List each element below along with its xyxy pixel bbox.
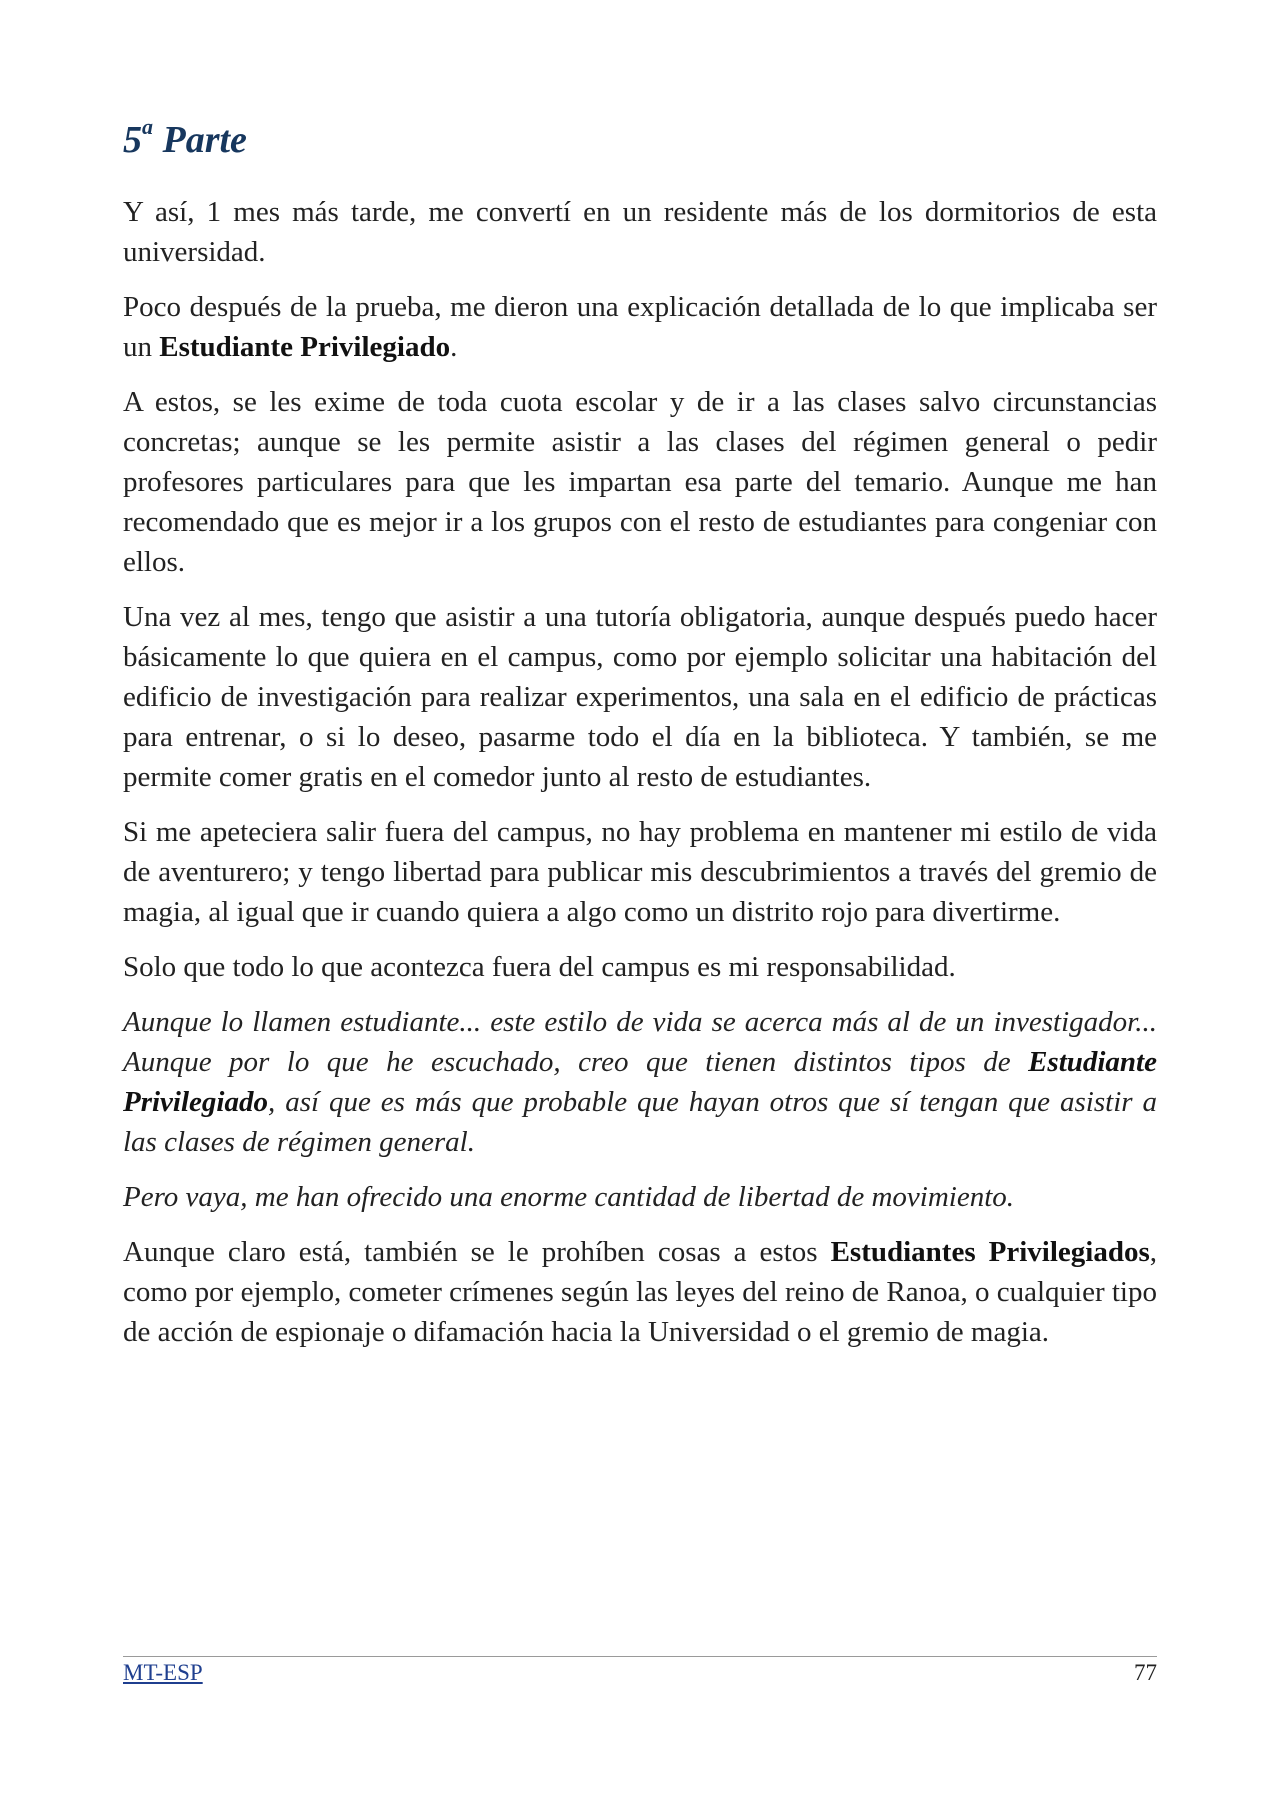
footer-divider: [123, 1656, 1157, 1657]
footer-link[interactable]: MT-ESP: [123, 1660, 203, 1685]
body-text: [123, 192, 1157, 1367]
paragraph-5: Si me apeteciera salir fuera del campus, no hay problema en mantener mi estilo de vida de aventurero; y tengo libertad para publicar mis descubrimientos a través del gremio de magia, al igual que ir cuando quiera a algo como un distrito rojo para divertirme.: [123, 816, 1157, 928]
paragraph-9-end: , como por ejemplo, cometer crímenes según las leyes del reino de Ranoa, o cualquier tipo de acción de espionaje o difamación hacia la Universidad o el gremio de magia.: [123, 1236, 1157, 1348]
paragraph-2: [123, 287, 1157, 367]
paragraph-9-text: Aunque claro está, también se le prohíben cosas a estos: [123, 1236, 831, 1268]
paragraph-2-end: .: [450, 331, 458, 363]
heading-ordinal: a: [142, 114, 153, 140]
paragraph-7-end: , así que es más que probable que hayan otros que sí tengan que asistir a las clases de régimen general.: [123, 1086, 1157, 1158]
paragraph-3: A estos, se les exime de toda cuota escolar y de ir a las clases salvo circunstancias concretas; aunque se les permite asistir a las clases del régimen general o pedir profesores particulares para que les impartan esa parte del temario. Aunque me han recomendado que es mejor ir a los grupos con el resto de estudiantes para congeniar con ellos.: [123, 386, 1157, 578]
paragraph-9: [123, 1232, 1157, 1352]
heading-number: 5: [123, 119, 142, 161]
paragraph-2-text: Poco después de la prueba, me dieron una explicación detallada de lo que implicaba ser un: [123, 291, 1157, 363]
paragraph-7-bold: Estudiante Privilegiado: [123, 1046, 1157, 1118]
paragraph-7: [123, 1002, 1157, 1162]
paragraph-2-bold: Estudiante Privilegiado: [159, 331, 451, 363]
page-number: 77: [1134, 1660, 1157, 1685]
heading-title: Parte: [162, 119, 247, 161]
paragraph-7-text: Aunque lo llamen estudiante... este estilo de vida se acerca más al de un investigador... Aunque por lo que he escuchado, creo que tienen distintos tipos de: [123, 1006, 1157, 1078]
paragraph-6: Solo que todo lo que acontezca fuera del campus es mi responsabilidad.: [123, 951, 956, 983]
paragraph-4: Una vez al mes, tengo que asistir a una tutoría obligatoria, aunque después puedo hacer básicamente lo que quiera en el campus, como por ejemplo solicitar una habitación del edificio de investigación para realizar experimentos, una sala en el edificio de prácticas para entrenar, o si lo deseo, pasarme todo el día en la biblioteca. Y también, se me permite comer gratis en el comedor junto al resto de estudiantes.: [123, 601, 1157, 793]
paragraph-9-bold: Estudiantes Privilegiados: [830, 1236, 1150, 1268]
paragraph-8: Pero vaya, me han ofrecido una enorme cantidad de libertad de movimiento.: [123, 1181, 1014, 1213]
chapter-heading: [123, 114, 247, 164]
paragraph-1: Y así, 1 mes más tarde, me convertí en un residente más de los dormitorios de esta universidad.: [123, 196, 1157, 268]
